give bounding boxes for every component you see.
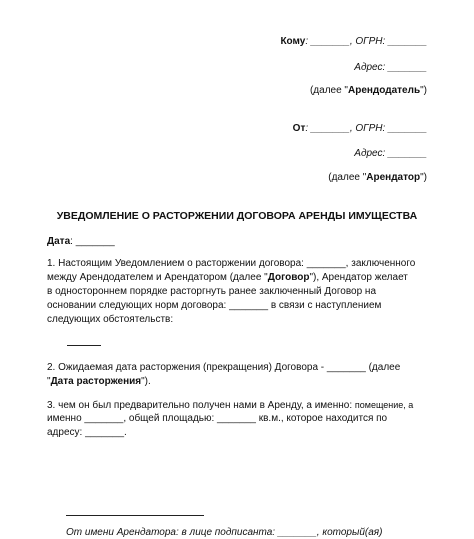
sender-label: От bbox=[292, 123, 306, 134]
p2-line-2-post: "). bbox=[141, 376, 151, 387]
tenant-term: Арендатор bbox=[366, 172, 421, 183]
circumstances-blank bbox=[67, 345, 101, 346]
landlord-note bbox=[310, 85, 427, 97]
p1-line-2 bbox=[47, 272, 427, 284]
signature-text: От имени Арендатора: в лице подписанта: _______, который(ая) bbox=[66, 527, 383, 538]
tenant-note bbox=[328, 172, 427, 184]
date-value: : _______ bbox=[70, 236, 115, 247]
p3-line-1-main: 3. чем он был предварительно получен нами в Аренду, а именно: bbox=[47, 400, 355, 411]
p2-line-2-pre: " bbox=[47, 376, 51, 387]
p1-line-5: следующих обстоятельств: bbox=[47, 314, 174, 325]
date-line bbox=[47, 236, 115, 248]
contract-term: Договор bbox=[267, 272, 310, 283]
p3-line-3: адресу: _______. bbox=[47, 427, 127, 438]
p3-line-2: именно _______, общей площадью: _______ кв.м., которое находится по bbox=[47, 413, 388, 424]
recipient-fields: : _______, ОГРН: _______ bbox=[305, 36, 427, 47]
document-title: УВЕДОМЛЕНИЕ О РАСТОРЖЕНИИ ДОГОВОРА АРЕНДЫ ИМУЩЕСТВА bbox=[56, 210, 418, 222]
landlord-term: Арендодатель bbox=[347, 85, 421, 96]
landlord-note-prefix: (далее " bbox=[309, 85, 348, 96]
sender-address-text: Адрес: _______ bbox=[354, 148, 427, 159]
recipient-label: Кому bbox=[280, 36, 306, 47]
p2-line-2 bbox=[47, 376, 427, 388]
recipient-address bbox=[354, 62, 427, 74]
sender-address bbox=[354, 148, 427, 160]
landlord-note-suffix: ") bbox=[420, 85, 427, 96]
signature-caption bbox=[66, 527, 382, 539]
tenant-note-prefix: (далее " bbox=[328, 172, 367, 183]
p3-line-1-small: помещение, а bbox=[354, 400, 414, 410]
p1-line-2-pre: между Арендодателем и Арендатором (далее " bbox=[47, 272, 268, 283]
recipient-line bbox=[280, 36, 427, 48]
sender-fields: : _______, ОГРН: _______ bbox=[305, 123, 427, 134]
p1-line-4: основании следующих норм договора: _______ в связи с наступлением bbox=[47, 300, 382, 311]
termination-date-term: Дата расторжения bbox=[50, 376, 142, 387]
signature-line bbox=[66, 515, 204, 516]
p2-line-1: 2. Ожидаемая дата расторжения (прекращения) Договора - _______ (далее bbox=[47, 362, 401, 373]
p1-line-3: в одностороннем порядке расторгнуть ранее заключенный Договор на bbox=[47, 286, 377, 297]
date-label: Дата bbox=[47, 236, 71, 247]
p1-line-2-post: "), Арендатор желает bbox=[309, 272, 408, 283]
p1-line-1: 1. Настоящим Уведомлением о расторжении договора: _______, заключенного bbox=[47, 258, 416, 269]
tenant-note-suffix: ") bbox=[420, 172, 427, 183]
sender-line bbox=[293, 123, 427, 135]
recipient-address-text: Адрес: _______ bbox=[354, 62, 427, 73]
p3-line-1 bbox=[47, 399, 427, 412]
